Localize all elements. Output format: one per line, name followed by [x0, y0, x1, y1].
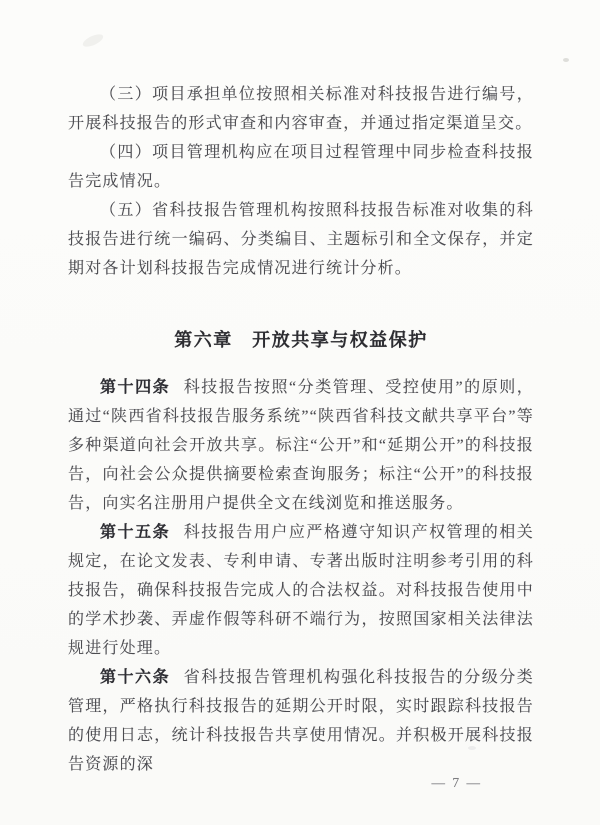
clause-wu: （五）省科技报告管理机构按照科技报告标准对收集的科技报告进行统一编码、分类编目、主题标引和全文保存，并定期对各计划科技报告完成情况进行统计分析。: [68, 202, 534, 277]
chapter-heading: 第六章 开放共享与权益保护: [174, 330, 428, 350]
article-16-label: 第十六条: [100, 669, 171, 686]
article-15: [68, 518, 534, 663]
article-15-text: 科技报告用户应严格遵守知识产权管理的相关规定，在论文发表、专利申请、专著出版时注明参考引用的科技报告，确保科技报告完成人的合法权益。对科技报告使用中的学术抄袭、弄虚作假等科研不端行为，按照国家相关法律法规进行处理。: [68, 524, 534, 657]
clause-si: （四）项目管理机构应在项目过程管理中同步检查科技报告完成情况。: [68, 144, 534, 190]
article-14-text: 科技报告按照“分类管理、受控使用”的原则，通过“陕西省科技报告服务系统”“陕西省科技文献共享平台”等多种渠道向社会开放共享。标注“公开”和“延期公开”的科技报告，向社会公众提供摘要检索查询服务；标注“公开”的科技报告，向实名注册用户提供全文在线浏览和推送服务。: [68, 379, 534, 512]
document-body: [68, 80, 534, 793]
article-14-label: 第十四条: [100, 379, 171, 396]
scan-smudge: [81, 32, 105, 49]
article-14: [68, 373, 534, 518]
article-16: [68, 663, 534, 779]
page-number: — 7 —: [431, 775, 482, 790]
clause-san: （三）项目承担单位按照相关标准对科技报告进行编号，开展科技报告的形式审查和内容审查，并通过指定渠道呈交。: [68, 86, 534, 132]
scan-dot: [563, 58, 569, 62]
article-16-text: 省科技报告管理机构强化科技报告的分级分类管理，严格执行科技报告的延期公开时限，实时跟踪科技报告的使用日志，统计科技报告共享使用情况。并积极开展科技报告资源的深: [68, 669, 534, 773]
article-15-label: 第十五条: [100, 524, 171, 541]
